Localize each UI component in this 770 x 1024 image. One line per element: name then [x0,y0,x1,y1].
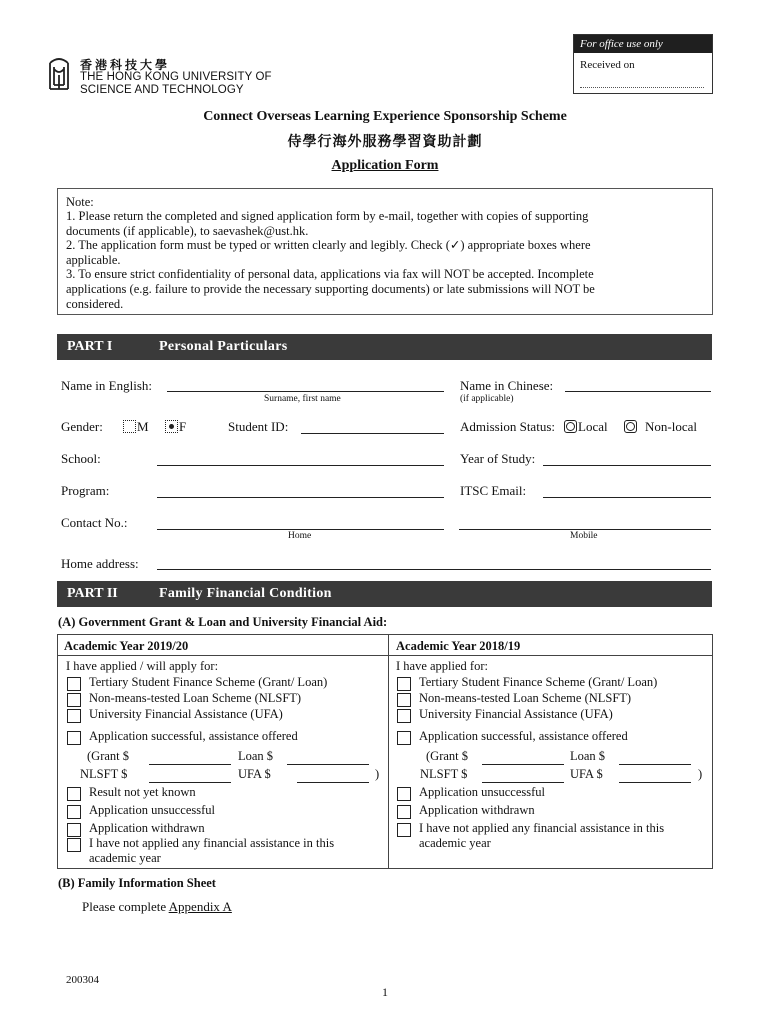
year-of-study-label: Year of Study: [460,451,536,466]
right-loan-field[interactable] [619,764,691,765]
home-phone-field[interactable] [157,529,444,530]
financial-aid-table [57,634,713,869]
form-title: Application Form [331,158,439,173]
left-unsuccessful-label: Application unsuccessful [89,803,216,817]
left-nlsft-amount-label: NLSFT $ [80,767,128,781]
mobile-phone-field[interactable] [459,529,711,530]
right-nlsft-amount-label: NLSFT $ [420,767,468,781]
right-not-applied-checkbox[interactable] [397,823,411,837]
gender-label: Gender: [61,419,103,434]
part1-title: Personal Particulars [159,339,288,354]
table-header-rule [58,655,712,656]
right-ufa-amount-field[interactable] [619,782,691,783]
left-not-applied-checkbox[interactable] [67,838,81,852]
please-complete-text [82,899,232,915]
right-not-applied-label: I have not applied any financial assistance in this [419,821,665,835]
gender-m-label: M [137,419,149,434]
logo-chinese-name: 香港科技大學 [80,58,171,72]
left-ufa-amount-label: UFA $ [238,767,271,781]
hkust-logo-icon [48,55,70,95]
left-nlsft-label: Non-means-tested Loan Scheme (NLSFT) [89,691,302,705]
itsc-email-label: ITSC Email: [460,483,527,498]
left-intro: I have applied / will apply for: [66,659,219,673]
program-label: Program: [61,483,110,498]
logo-english-line2: SCIENCE AND TECHNOLOGY [80,84,244,96]
right-nlsft-label: Non-means-tested Loan Scheme (NLSFT) [419,691,632,705]
note-heading: Note: [66,195,94,209]
right-unsuccessful-checkbox[interactable] [397,787,411,801]
right-tsfs-checkbox[interactable] [397,677,411,691]
note-line: considered. [66,296,124,311]
right-withdrawn-checkbox[interactable] [397,805,411,819]
home-address-label: Home address: [61,556,139,571]
left-withdrawn-label: Application withdrawn [89,821,205,835]
received-on-label: Received on [580,59,635,71]
note-line: 2. The application form must be typed or written clearly and legibly. Check (✓) appropriate boxes where [66,238,591,253]
left-ufa-label: University Financial Assistance (UFA) [89,707,283,721]
left-ufa-amount-field[interactable] [297,782,369,783]
note-line: documents (if applicable), to saevashek@ust.hk. [66,223,309,238]
mobile-phone-hint: Mobile [570,531,598,541]
section-b-heading: (B) Family Information Sheet [58,876,216,890]
left-withdrawn-checkbox[interactable] [67,823,81,837]
office-use-heading: For office use only [574,35,712,53]
left-not-known-label: Result not yet known [89,785,196,799]
right-ufa-label: University Financial Assistance (UFA) [419,707,613,721]
name-english-field[interactable] [167,391,444,392]
note-line: 3. To ensure strict confidentiality of personal data, applications via fax will NOT be accepted. Incomplete [66,267,594,282]
please-complete-label: Please complete [82,899,167,914]
right-grant-field[interactable] [482,764,564,765]
right-grant-label: (Grant $ [426,749,468,763]
home-phone-hint: Home [288,531,312,541]
name-english-hint: Surname, first name [264,394,341,404]
left-not-known-checkbox[interactable] [67,787,81,801]
local-radio[interactable] [564,420,577,433]
column-2018-19-heading: Academic Year 2018/19 [396,639,521,653]
name-chinese-field[interactable] [565,391,711,392]
left-success-checkbox[interactable] [67,731,81,745]
left-loan-label: Loan $ [238,749,274,763]
table-column-divider [388,635,389,868]
left-loan-field[interactable] [287,764,369,765]
right-success-checkbox[interactable] [397,731,411,745]
school-label: School: [61,451,101,466]
left-nlsft-checkbox[interactable] [67,693,81,707]
right-withdrawn-label: Application withdrawn [419,803,535,817]
part2-title: Family Financial Condition [159,586,332,601]
itsc-email-field[interactable] [543,497,711,498]
left-nlsft-amount-field[interactable] [149,782,231,783]
scheme-title-english: Connect Overseas Learning Experience Sponsorship Scheme [203,109,567,124]
student-id-field[interactable] [301,433,444,434]
logo-english-line1: THE HONG KONG UNIVERSITY OF [80,71,272,83]
part1-header [57,334,712,360]
year-of-study-field[interactable] [543,465,711,466]
left-close-paren: ) [375,767,380,781]
scheme-title-chinese: 侍學行海外服務學習資助計劃 [287,133,483,149]
gender-f-label: F [179,419,187,434]
note-box [57,188,713,315]
right-unsuccessful-label: Application unsuccessful [419,785,546,799]
gender-f-checkbox[interactable] [165,420,178,433]
program-field[interactable] [157,497,444,498]
right-not-applied-label-cont: academic year [419,836,491,850]
contact-no-label: Contact No.: [61,515,128,530]
name-chinese-hint: (if applicable) [460,394,514,404]
part2-number: PART II [67,586,118,601]
name-english-label: Name in English: [61,378,152,393]
right-intro: I have applied for: [396,659,488,673]
received-on-line [580,87,704,88]
page-number: 1 [382,985,388,999]
column-2019-20-heading: Academic Year 2019/20 [64,639,189,653]
home-address-field[interactable] [157,569,711,570]
note-line: applicable. [66,252,121,267]
right-ufa-amount-label: UFA $ [570,767,603,781]
gender-m-checkbox[interactable] [123,420,136,433]
part2-header [57,581,712,607]
left-not-applied-label-cont: academic year [89,851,161,865]
right-tsfs-label: Tertiary Student Finance Scheme (Grant/ Loan) [419,675,658,689]
admission-status-label: Admission Status: [460,419,555,434]
part1-number: PART I [67,339,113,354]
left-grant-label: (Grant $ [87,749,129,763]
student-id-label: Student ID: [228,419,289,434]
right-ufa-checkbox[interactable] [397,709,411,723]
appendix-a-link[interactable]: Appendix A [168,899,232,914]
office-use-box [573,34,713,94]
nonlocal-label: Non-local [645,419,697,434]
name-chinese-label: Name in Chinese: [460,378,554,393]
left-tsfs-checkbox[interactable] [67,677,81,691]
right-success-label: Application successful, assistance offered [419,729,628,743]
left-unsuccessful-checkbox[interactable] [67,805,81,819]
right-nlsft-checkbox[interactable] [397,693,411,707]
form-code: 200304 [66,974,99,986]
left-not-applied-label: I have not applied any financial assistance in this [89,836,335,850]
right-nlsft-amount-field[interactable] [482,782,564,783]
right-close-paren: ) [698,767,703,781]
local-label: Local [578,419,608,434]
nonlocal-radio[interactable] [624,420,637,433]
left-grant-field[interactable] [149,764,231,765]
left-tsfs-label: Tertiary Student Finance Scheme (Grant/ Loan) [89,675,328,689]
school-field[interactable] [157,465,444,466]
right-loan-label: Loan $ [570,749,606,763]
note-line: applications (e.g. failure to provide the necessary supporting documents) or late submissions will NOT be [66,282,595,296]
left-success-label: Application successful, assistance offered [89,729,298,743]
note-line: 1. Please return the completed and signed application form by e-mail, together with copies of supporting [66,209,589,223]
left-ufa-checkbox[interactable] [67,709,81,723]
section-a-heading: (A) Government Grant & Loan and University Financial Aid: [58,615,388,629]
